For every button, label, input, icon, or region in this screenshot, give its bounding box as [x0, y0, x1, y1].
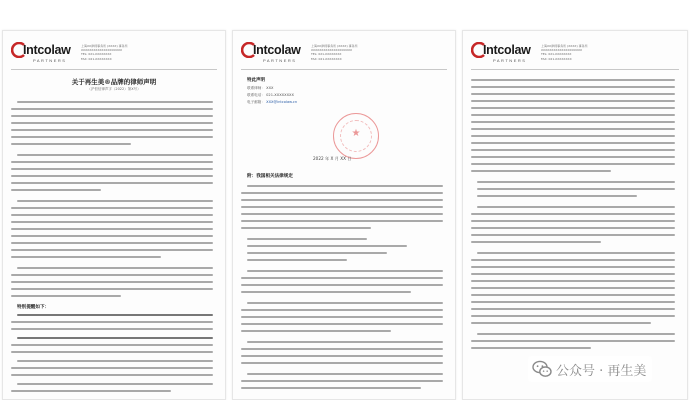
text-line [17, 314, 213, 316]
text-line [471, 266, 675, 268]
page-subtitle: （沪恒信律声字（2022）第X号） [87, 87, 141, 91]
text-line [471, 347, 591, 349]
header-divider [241, 69, 447, 70]
text-line [241, 355, 443, 357]
text-line [11, 182, 213, 184]
text-line [471, 107, 675, 109]
text-line [471, 93, 675, 95]
section-heading: 附：我国相关法律规定 [247, 174, 293, 179]
seal-date: 2022 年 X 月 XX 日 [313, 156, 352, 161]
text-line [241, 199, 443, 201]
text-line [11, 221, 213, 223]
seal-star-icon: ★ [351, 128, 361, 139]
contact-row [247, 85, 367, 92]
text-line [471, 128, 675, 130]
header-info: 上海XX律师事务所 (XXXX) 事务所 XXXXXXXXXXXXXXXXXXXX TEL: 021-XXXXXXXX FAX: 021-XXXXXXXX [81, 44, 128, 61]
text-line [477, 252, 675, 254]
contact-value: 021-XXXXXXXX [266, 93, 294, 97]
text-line [471, 135, 675, 137]
text-line [241, 323, 443, 325]
text-line [471, 259, 675, 261]
text-line [471, 100, 675, 102]
text-line [241, 220, 443, 222]
document-page-1 [2, 30, 226, 400]
text-line [11, 175, 213, 177]
wechat-icon [532, 360, 552, 378]
text-line [477, 333, 675, 335]
text-line [11, 189, 101, 191]
firm-logo [471, 41, 535, 65]
contact-row [247, 92, 367, 99]
logo-sub: PARTNERS [263, 58, 297, 63]
text-line [471, 220, 675, 222]
official-seal [333, 113, 379, 159]
text-line [241, 362, 443, 364]
text-line [11, 115, 213, 117]
logo-brand: Intcolaw [23, 43, 71, 57]
text-line [11, 351, 213, 353]
text-line [241, 213, 443, 215]
text-line [241, 291, 411, 293]
text-line [471, 273, 675, 275]
text-line [11, 274, 213, 276]
text-line [11, 235, 213, 237]
contact-value: XXX [266, 86, 274, 90]
contact-block [247, 77, 367, 106]
text-line [11, 161, 213, 163]
text-line [471, 301, 675, 303]
text-line [471, 234, 675, 236]
logo-brand: Intcolaw [253, 43, 301, 57]
text-line [11, 122, 213, 124]
text-line [471, 227, 675, 229]
text-line [11, 367, 213, 369]
text-line [17, 360, 213, 362]
page-header [241, 41, 447, 67]
firm-logo [241, 41, 305, 65]
text-line [471, 142, 675, 144]
text-line [471, 170, 611, 172]
text-line [11, 321, 213, 323]
text-line [11, 281, 213, 283]
text-line [247, 252, 387, 254]
text-line [241, 192, 443, 194]
text-line [471, 340, 675, 342]
text-line [247, 302, 443, 304]
text-line [471, 114, 675, 116]
contact-row [247, 99, 367, 106]
text-line [241, 277, 443, 279]
text-line [471, 163, 675, 165]
text-line [11, 328, 213, 330]
text-line [11, 136, 213, 138]
text-line [471, 213, 675, 215]
logo-brand: Intcolaw [483, 43, 531, 57]
contact-label: 电子邮箱： [247, 100, 265, 104]
logo-sub: PARTNERS [493, 58, 527, 63]
text-line [247, 238, 367, 240]
text-line [477, 206, 675, 208]
text-line [471, 149, 675, 151]
text-line [471, 121, 675, 123]
text-line [247, 373, 443, 375]
text-line [471, 86, 675, 88]
text-line [247, 341, 443, 343]
text-line [17, 383, 213, 385]
text-line [247, 185, 443, 187]
text-line [11, 295, 121, 297]
text-line [477, 188, 675, 190]
text-line [11, 207, 213, 209]
text-line [11, 242, 213, 244]
text-line [11, 228, 213, 230]
text-line [241, 387, 421, 389]
text-line [11, 214, 213, 216]
contact-email-link[interactable]: XXX@intcolaw.cn [266, 100, 298, 104]
text-line [17, 337, 213, 339]
text-line [11, 168, 213, 170]
page-header [11, 41, 217, 67]
text-line [11, 108, 213, 110]
text-line [11, 143, 131, 145]
text-line [471, 280, 675, 282]
text-line [241, 284, 443, 286]
text-line [11, 374, 213, 376]
page-title: 关于再生美®品牌的律师声明 [71, 78, 157, 86]
text-line [241, 348, 443, 350]
text-line [471, 308, 675, 310]
text-line [11, 249, 213, 251]
text-line [471, 294, 675, 296]
text-line [17, 154, 213, 156]
contact-label: 联系律师： [247, 86, 265, 90]
contact-heading: 特此声明 [247, 78, 265, 83]
text-line [11, 288, 213, 290]
text-line [241, 380, 443, 382]
text-line [241, 206, 443, 208]
text-line [477, 195, 637, 197]
text-line [471, 315, 675, 317]
document-page-2 [232, 30, 456, 400]
text-line [471, 156, 675, 158]
text-line [241, 330, 391, 332]
text-line [247, 245, 407, 247]
text-line [11, 256, 161, 258]
text-line [241, 316, 443, 318]
text-line [247, 259, 347, 261]
text-line [11, 344, 213, 346]
text-line [247, 270, 443, 272]
contact-label: 联系电话： [247, 93, 265, 97]
header-info: 上海XX律师事务所 (XXXX) 事务所 XXXXXXXXXXXXXXXXXXXX TEL: 021-XXXXXXXX FAX: 021-XXXXXXXX [311, 44, 358, 61]
text-line [11, 390, 171, 392]
firm-logo [11, 41, 75, 65]
header-divider [471, 69, 679, 70]
text-line [471, 79, 675, 81]
text-line [241, 309, 443, 311]
text-line [241, 227, 371, 229]
text-line [471, 322, 651, 324]
document-page-3 [462, 30, 688, 400]
text-line [17, 101, 213, 103]
header-info: 上海XX律师事务所 (XXXX) 事务所 XXXXXXXXXXXXXXXXXXXX TEL: 021-XXXXXXXX FAX: 021-XXXXXXXX [541, 44, 588, 61]
text-line [17, 200, 213, 202]
text-line [17, 267, 213, 269]
text-line [471, 287, 675, 289]
logo-sub: PARTNERS [33, 58, 67, 63]
wechat-watermark [528, 356, 652, 382]
header-divider [11, 69, 217, 70]
page-header [471, 41, 679, 67]
section-heading: 特别提醒如下： [17, 305, 50, 310]
text-line [471, 241, 601, 243]
text-line [477, 181, 675, 183]
watermark-text: 公众号 · 再生美 [556, 363, 647, 379]
text-line [11, 129, 213, 131]
